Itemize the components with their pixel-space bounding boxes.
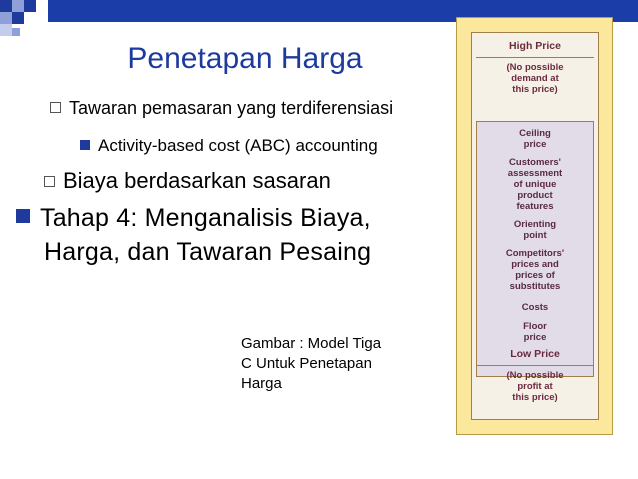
square-bullet-icon <box>80 140 90 150</box>
decorative-square <box>0 24 12 36</box>
high-price-label: High Price <box>509 40 561 52</box>
low-price-label: Low Price <box>510 348 560 360</box>
decorative-square <box>12 12 24 24</box>
hollow-square-bullet-icon <box>50 102 61 113</box>
square-bullet-icon <box>16 209 30 223</box>
bullet-item: Tahap 4: Menganalisis Biaya, <box>16 204 371 233</box>
bullet-item-continuation: Harga, dan Tawaran Pesaing <box>44 238 372 266</box>
decorative-square <box>24 0 36 12</box>
decorative-square <box>12 0 24 12</box>
bullet-item: Tawaran pemasaran yang terdiferensiasi <box>50 98 393 119</box>
three-c-model-figure <box>456 17 613 435</box>
decorative-square <box>0 12 12 24</box>
divider <box>476 365 594 366</box>
hollow-square-bullet-icon <box>44 176 55 187</box>
decorative-square <box>12 28 20 36</box>
decorative-square <box>0 0 12 12</box>
bullet-item: Biaya berdasarkan sasaran <box>44 168 331 194</box>
figure-caption: Gambar : Model Tiga C Untuk Penetapan Harga <box>241 335 382 392</box>
bullet-item: Activity-based cost (ABC) accounting <box>80 136 378 156</box>
price-range-box: Ceiling price Customers' assessment of unique product features Orienting point Competitors' prices and prices of substitutes Costs Floor price <box>476 121 594 377</box>
slide-title: Penetapan Harga <box>127 42 363 75</box>
figure-frame: High Price (No possible demand at this price) Ceiling price Customers' assessment of unique product features Orienting point Competitors' prices and prices of substitutes Costs Floor price Low Price (No possible profit at this price) <box>471 32 599 420</box>
divider <box>476 57 594 58</box>
